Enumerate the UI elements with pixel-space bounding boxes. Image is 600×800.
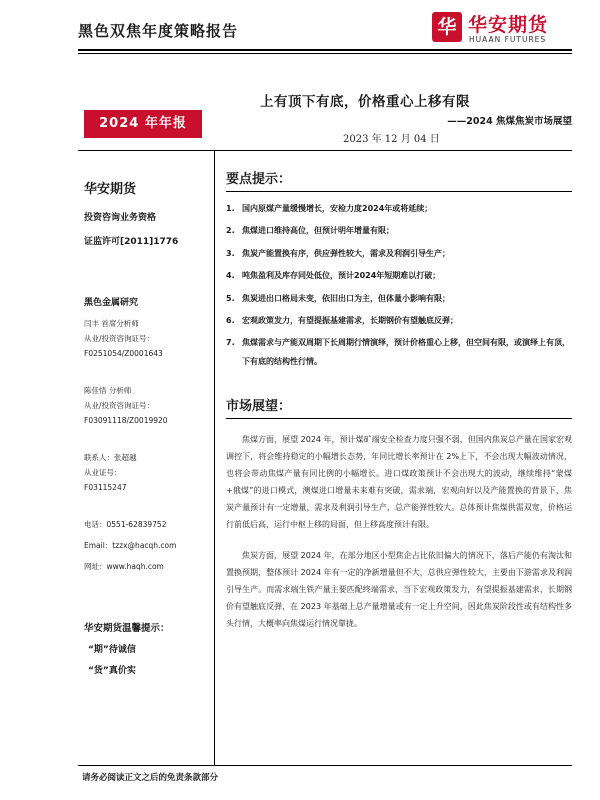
list-item <box>226 245 572 263</box>
contact-person-block <box>84 450 212 495</box>
list-item <box>226 222 572 240</box>
point-text: 宏观政策发力，有望提振基建需求，长期钢价有望触底反弹； <box>242 316 458 326</box>
report-date: 2023 年 12 月 04 日 <box>343 134 440 145</box>
sidebar-license: 证监许可[2011]1776 <box>84 237 179 247</box>
point-number: 6. <box>226 316 235 326</box>
tip-item: “期”待诚信 <box>88 645 136 655</box>
report-title: 上有顶下有底，价格重心上移有限 <box>260 94 470 110</box>
report-subtitle: ——2024 焦煤焦炭市场展望 <box>447 116 572 127</box>
tip-item: “货”真价实 <box>88 666 136 676</box>
point-text: 焦煤进口维持高位，但预计明年增量有限； <box>242 226 394 236</box>
list-item <box>226 312 572 330</box>
analyst-id: F03091118/Z0019920 <box>84 416 168 425</box>
contact-email[interactable]: Email：tzzx@hacqh.com <box>84 541 177 550</box>
header-rule-thin <box>78 53 572 54</box>
footer-rule <box>78 765 572 766</box>
section-divider <box>78 150 572 151</box>
contact-id-label: 从业证号： <box>84 468 122 477</box>
logo-chinese-name: 华安期货 <box>468 14 549 36</box>
point-number: 1. <box>226 204 235 213</box>
contact-phone: 电话：0551-62839752 <box>84 520 167 529</box>
header-title: 黑色双焦年度策略报告 <box>78 22 239 40</box>
key-points-list <box>226 200 572 371</box>
list-item <box>226 200 572 218</box>
analyst-id: F0251054/Z0001643 <box>84 349 163 358</box>
year-badge: 2024 年年报 <box>84 110 202 138</box>
outlook-section <box>226 395 572 632</box>
sidebar-company: 华安期货 <box>84 182 137 197</box>
outlook-paragraph-coke: 焦炭方面，展望 2024 年，在部分地区小型焦企占比依旧偏大的情况下，落后产能仍有淘汰和置换预期，整体预计 2024 年有一定的净新增量但不大，总供应弹性较大，主要由下游需求及利润引导生产。而需求端生铁产量主要匹配终端需求，当下宏观政策发力，有望提振基建需求，长期钢价有望触底反弹，在 2023 年基础上总产量增量或有一定上升空间，因此焦炭阶段性或有结构性多头行情，大概率向焦煤运行情况靠拢。 <box>226 551 572 628</box>
contact-person: 联系人：张超越 <box>84 453 137 462</box>
outlook-title: 市场展望： <box>226 399 292 414</box>
analyst-block <box>84 316 212 361</box>
list-item <box>226 334 572 371</box>
company-logo <box>432 12 572 46</box>
point-number: 5. <box>226 293 235 303</box>
tips-title: 华安期货温馨提示： <box>84 623 170 634</box>
column-divider <box>214 150 215 765</box>
outlook-paragraph-coking-coal: 焦煤方面，展望 2024 年，预计煤矿端安全检查力度只强不弱，但国内焦炭总产量在国家宏观调控下，将会维持稳定的小幅增长态势，年同比增长率预计在 2%上下，不会出现大幅波动情况，也将会带动焦煤产量有同比例的小幅增长。进口煤政策预计不会出现大的波动，继续维持“蒙煤+俄煤”的进口模式，澳煤进口增量未来难有突破，需求端，宏观向好以及产能置换的背景下，焦炭产量预计有一定增量，需求及利润引导生产，总产能弹性较大。总体预计焦煤供需双宽，价格运行前低后高，运行中枢上移的局面，但上移高度预计有限。 <box>226 435 572 529</box>
point-text: 焦炭进出口格局未变，依旧出口为主，但体量小影响有限； <box>242 293 450 303</box>
contact-website[interactable]: 网址：www.haqh.com <box>84 562 164 571</box>
footer-disclaimer: 请务必阅读正文之后的免责条款部分 <box>82 773 219 783</box>
contact-info <box>84 517 212 574</box>
list-item <box>226 290 572 308</box>
key-points-title: 要点提示： <box>226 172 292 187</box>
point-number: 3. <box>226 248 235 258</box>
point-text: 焦煤需求与产能双周期下长周期行情演绎，预计价格重心上移，但空间有限，或演绎上有顶，下有底的结构性行情。 <box>242 338 570 366</box>
analyst-name: 闫丰 首席分析师 <box>84 319 139 328</box>
sidebar <box>84 160 212 676</box>
analyst-id-label: 从业/投资咨询证号： <box>84 334 155 343</box>
analyst-id-label: 从业/投资咨询证号： <box>84 401 155 410</box>
point-number: 7. <box>226 338 235 348</box>
analyst-block <box>84 383 212 428</box>
point-number: 4. <box>226 271 235 281</box>
logo-english-name: HUAAN FUTURES <box>469 35 547 44</box>
key-points-rule <box>226 191 572 192</box>
point-number: 2. <box>226 226 235 236</box>
analyst-name: 陈佳悟 分析师 <box>84 386 132 395</box>
list-item <box>226 267 572 285</box>
header-rule <box>78 49 572 51</box>
sidebar-department: 黑色金属研究 <box>84 298 139 308</box>
sidebar-qualification: 投资咨询业务资格 <box>84 213 157 223</box>
logo-mark-icon: 华 <box>432 12 462 42</box>
point-text: 国内原煤产量缓慢增长，安检力度2024年或将延续； <box>242 204 433 213</box>
point-text: 吨焦盈利及库存同处低位，预计2024年短期难以打破； <box>242 271 441 281</box>
point-text: 焦炭产能置换有序，供应弹性较大，需求及利润引导生产； <box>242 248 450 258</box>
key-points-section <box>226 160 572 375</box>
outlook-rule <box>226 418 572 419</box>
contact-id: F03115247 <box>84 483 127 492</box>
